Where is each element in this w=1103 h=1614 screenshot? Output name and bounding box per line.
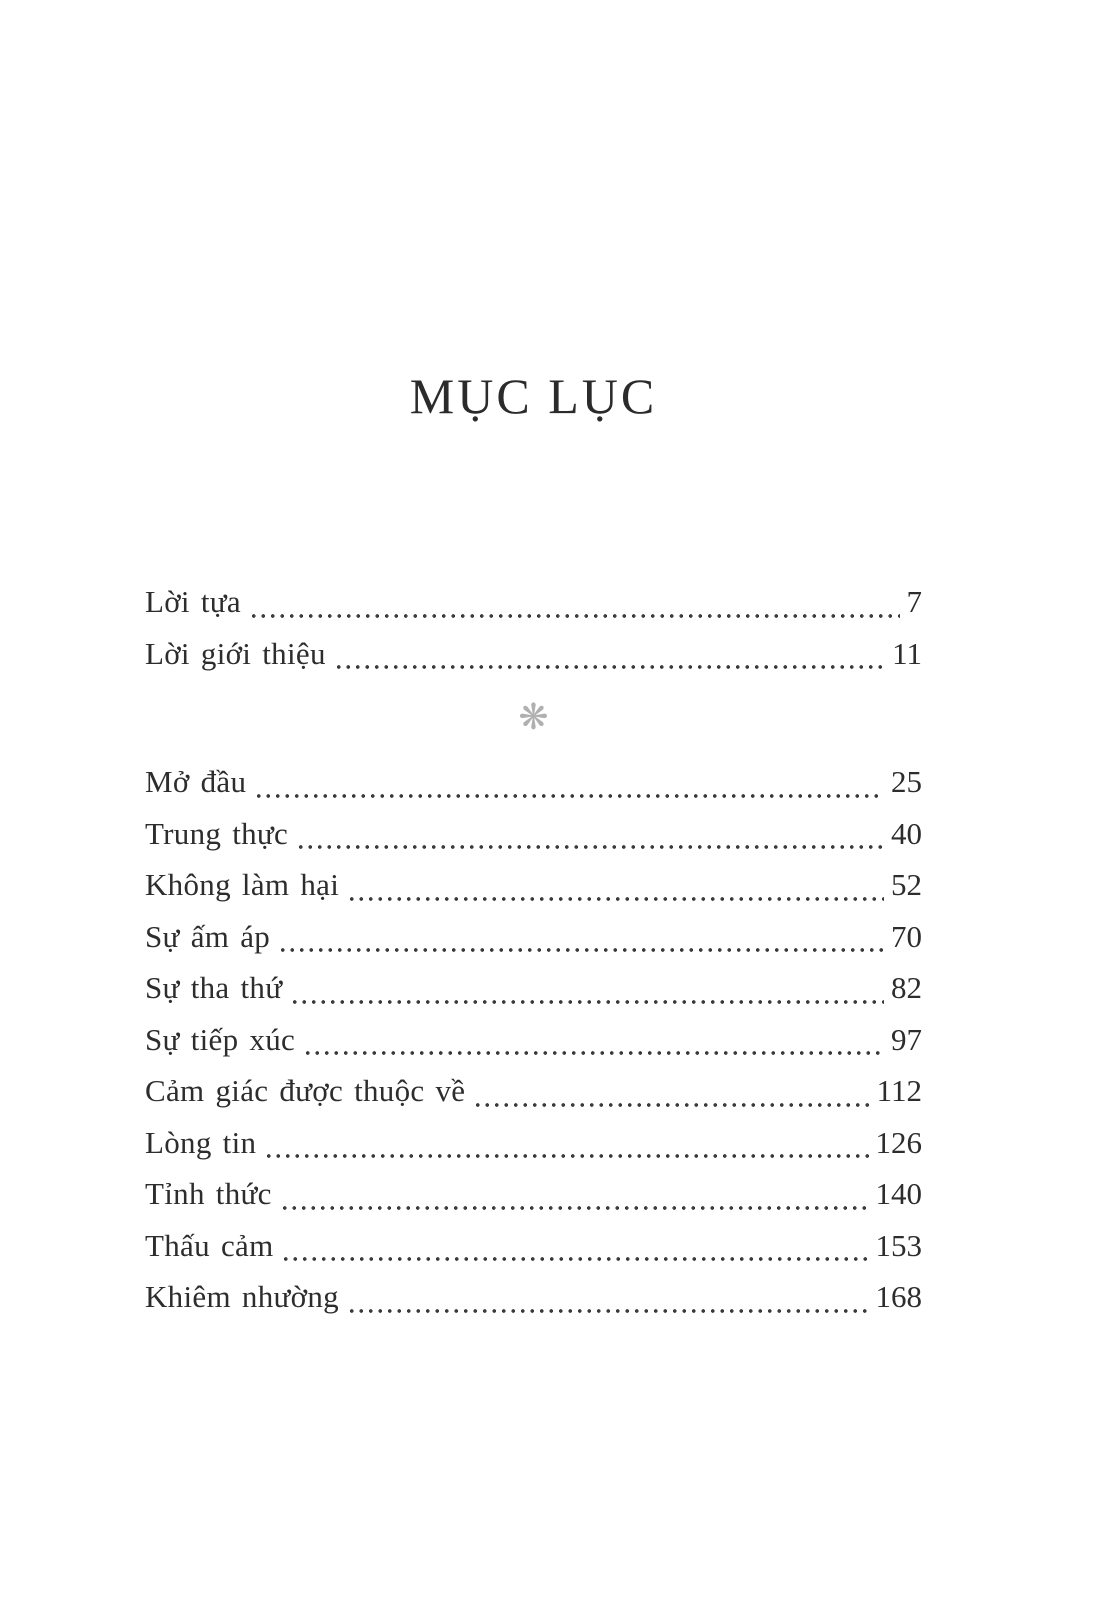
toc-entry-page: 82 — [891, 970, 922, 1005]
toc-entry-label: Thấu cảm — [145, 1227, 274, 1263]
toc-entry-page: 40 — [891, 815, 922, 851]
toc-entry-label: Lời tựa — [145, 584, 241, 619]
toc-entry-page: 25 — [891, 764, 922, 799]
toc-entry — [145, 962, 922, 1014]
dot-leader — [347, 896, 884, 902]
toc-entry-label: Lòng tin — [145, 1124, 257, 1160]
toc-entry-page: 97 — [891, 1021, 922, 1057]
toc-entry-label: Cảm giác được thuộc về — [145, 1073, 466, 1108]
dot-leader — [334, 664, 885, 670]
dot-leader — [296, 844, 884, 850]
toc-entry — [145, 576, 922, 628]
dot-leader — [281, 1256, 868, 1262]
dot-leader — [254, 793, 884, 799]
toc-entry — [145, 859, 922, 911]
toc-entry-label: Mở đầu — [145, 764, 247, 799]
toc-entry-label: Sự ấm áp — [145, 918, 271, 954]
toc-entry-page: 168 — [875, 1279, 922, 1314]
toc-entry — [145, 1117, 922, 1169]
section-divider — [145, 679, 922, 756]
toc-chapters — [145, 756, 922, 1323]
toc-entry-label: Sự tha thứ — [145, 970, 283, 1005]
toc-entry — [145, 756, 922, 808]
toc-entry-label: Khiêm nhường — [145, 1279, 339, 1314]
toc-entry — [145, 628, 922, 680]
toc-entry-page: 7 — [906, 584, 922, 619]
toc-entry — [145, 808, 922, 860]
toc-entry-label: Lời giới thiệu — [145, 635, 326, 671]
toc-entry — [145, 1065, 922, 1117]
dot-leader — [473, 1102, 869, 1108]
toc-entry-page: 112 — [876, 1073, 922, 1108]
toc-entry-page: 126 — [875, 1124, 922, 1160]
toc-entry — [145, 911, 922, 963]
table-of-contents — [145, 576, 922, 1323]
toc-entry — [145, 1220, 922, 1272]
dot-leader — [290, 999, 884, 1005]
toc-entry — [145, 1271, 922, 1323]
toc-entry-label: Tỉnh thức — [145, 1176, 272, 1211]
toc-front-matter — [145, 576, 922, 679]
dot-leader — [303, 1050, 884, 1056]
toc-entry-page: 52 — [891, 867, 922, 902]
toc-entry-label: Sự tiếp xúc — [145, 1021, 296, 1057]
flower-asterisk-icon: ❋ — [518, 696, 549, 738]
toc-entry — [145, 1168, 922, 1220]
toc-entry-label: Trung thực — [145, 815, 289, 851]
dot-leader — [280, 1205, 869, 1211]
toc-entry-label: Không làm hại — [145, 867, 340, 902]
page-title: MỤC LỤC — [409, 368, 658, 424]
dot-leader — [278, 947, 884, 953]
dot-leader — [347, 1308, 869, 1314]
toc-entry-page: 11 — [892, 635, 922, 671]
content-column — [145, 0, 922, 1323]
toc-entry-page: 153 — [875, 1227, 922, 1263]
dot-leader — [264, 1153, 868, 1159]
toc-entry-page: 140 — [875, 1176, 922, 1211]
toc-entry-page: 70 — [891, 918, 922, 954]
toc-entry — [145, 1014, 922, 1066]
dot-leader — [249, 613, 900, 619]
